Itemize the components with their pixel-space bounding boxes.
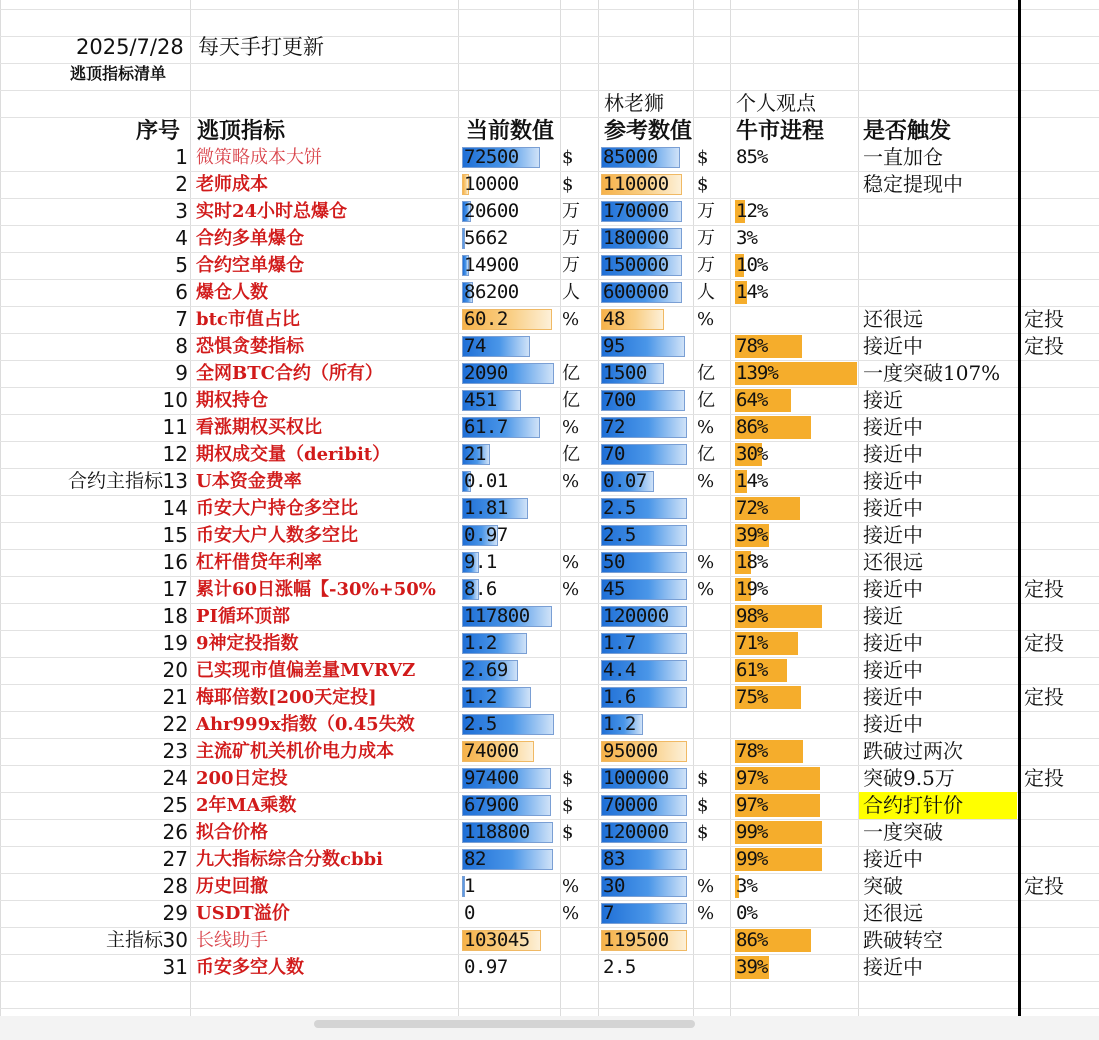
- table-row: [0, 171, 1099, 198]
- current-value[interactable]: 0.01: [464, 470, 508, 492]
- view-group-header[interactable]: 个人观点: [736, 91, 816, 115]
- current-value[interactable]: 1.81: [464, 497, 508, 519]
- reference-unit: %: [697, 903, 715, 924]
- trigger-status[interactable]: 突破: [863, 874, 903, 898]
- progress-value[interactable]: 14%: [736, 470, 768, 492]
- sheet-title[interactable]: 逃顶指标清单: [70, 64, 167, 83]
- reference-value[interactable]: 700: [603, 389, 636, 411]
- current-value[interactable]: 72500: [464, 146, 519, 168]
- indicator-name[interactable]: 拟合价格: [196, 822, 268, 843]
- reference-value[interactable]: 170000: [603, 200, 669, 222]
- current-value[interactable]: 97400: [464, 767, 519, 789]
- dca-note[interactable]: 定投: [1024, 334, 1064, 358]
- seq-cell[interactable]: 20: [162, 658, 188, 682]
- trigger-status[interactable]: 还很远: [863, 901, 923, 925]
- progress-value[interactable]: 30%: [736, 443, 768, 465]
- trigger-status[interactable]: 一直加仓: [863, 145, 943, 169]
- current-value[interactable]: 0.97: [464, 956, 508, 978]
- reference-unit: 亿: [697, 444, 715, 465]
- ref-group-header[interactable]: 林老狮: [604, 91, 664, 115]
- seq-cell[interactable]: 9: [175, 361, 188, 385]
- dca-note[interactable]: 定投: [1024, 766, 1064, 790]
- col-header-current[interactable]: 当前数值: [466, 118, 555, 144]
- trigger-status[interactable]: 接近: [863, 604, 903, 628]
- reference-unit: %: [697, 579, 715, 600]
- reference-unit: $: [697, 822, 709, 843]
- reference-unit: 万: [697, 255, 715, 276]
- trigger-status[interactable]: 接近中: [863, 469, 923, 493]
- trigger-status[interactable]: 接近中: [863, 631, 923, 655]
- reference-unit: 人: [697, 282, 715, 303]
- indicator-name[interactable]: PI循环顶部: [196, 606, 290, 627]
- reference-value[interactable]: 48: [603, 308, 625, 330]
- reference-value[interactable]: 110000: [603, 173, 669, 195]
- reference-value[interactable]: 2.5: [603, 497, 636, 519]
- seq-cell[interactable]: 2: [175, 172, 188, 196]
- seq-cell[interactable]: 27: [162, 847, 188, 871]
- indicator-name[interactable]: 微策略成本大饼: [196, 147, 322, 168]
- trigger-status[interactable]: 接近: [863, 388, 903, 412]
- trigger-status[interactable]: 接近中: [863, 523, 923, 547]
- indicator-name[interactable]: 全网BTC合约（所有）: [196, 363, 383, 384]
- seq-cell[interactable]: 7: [175, 307, 188, 331]
- trigger-status[interactable]: 突破9.5万: [863, 766, 955, 790]
- progress-value[interactable]: 64%: [736, 389, 768, 411]
- seq-cell[interactable]: 31: [162, 955, 188, 979]
- trigger-status[interactable]: 一度突破: [863, 820, 943, 844]
- progress-value[interactable]: 71%: [736, 632, 768, 654]
- table-row: [0, 414, 1099, 441]
- progress-value[interactable]: 72%: [736, 497, 768, 519]
- trigger-status[interactable]: 跌破转空: [863, 928, 943, 952]
- table-row: [0, 522, 1099, 549]
- indicator-name[interactable]: 2年MA乘数: [196, 795, 297, 816]
- update-note-cell[interactable]: 每天手打更新: [198, 35, 324, 59]
- indicator-name[interactable]: 已实现市值偏差量MVRVZ: [196, 660, 416, 681]
- indicator-name[interactable]: 长线助手: [196, 930, 268, 951]
- seq-cell[interactable]: 5: [175, 253, 188, 277]
- reference-value[interactable]: 119500: [603, 929, 669, 951]
- col-header-progress[interactable]: 牛市进程: [736, 118, 825, 144]
- current-unit: %: [562, 552, 580, 573]
- current-value[interactable]: 8.6: [464, 578, 497, 600]
- reference-unit: $: [697, 768, 709, 789]
- seq-cell[interactable]: 11: [162, 415, 188, 439]
- reference-unit: %: [697, 309, 715, 330]
- current-value[interactable]: 103045: [464, 929, 530, 951]
- progress-value[interactable]: 85%: [736, 146, 768, 168]
- trigger-status[interactable]: 一度突破107%: [863, 361, 1001, 385]
- trigger-status[interactable]: 接近中: [863, 847, 923, 871]
- seq-cell[interactable]: 21: [162, 685, 188, 709]
- table-row: [0, 765, 1099, 792]
- trigger-status[interactable]: 接近中: [863, 496, 923, 520]
- trigger-status[interactable]: 接近中: [863, 955, 923, 979]
- current-value[interactable]: 21: [464, 443, 486, 465]
- table-row: [0, 900, 1099, 927]
- reference-unit: 万: [697, 228, 715, 249]
- current-value[interactable]: 82: [464, 848, 486, 870]
- reference-value[interactable]: 70: [603, 443, 625, 465]
- reference-value[interactable]: 85000: [603, 146, 658, 168]
- progress-value[interactable]: 78%: [736, 740, 768, 762]
- progress-value[interactable]: 97%: [736, 794, 768, 816]
- seq-cell[interactable]: 30: [162, 928, 188, 952]
- progress-value[interactable]: 39%: [736, 524, 768, 546]
- reference-unit: %: [697, 876, 715, 897]
- table-row: [0, 792, 1099, 819]
- progress-value[interactable]: 3%: [736, 227, 757, 249]
- current-unit: %: [562, 579, 580, 600]
- current-unit: $: [562, 768, 574, 789]
- current-unit: 亿: [562, 363, 580, 384]
- indicator-name[interactable]: 看涨期权买权比: [196, 417, 322, 438]
- reference-unit: %: [697, 471, 715, 492]
- indicator-name[interactable]: 200日定投: [196, 768, 288, 789]
- table-row: [0, 657, 1099, 684]
- reference-value[interactable]: 30: [603, 875, 625, 897]
- trigger-status[interactable]: 还很远: [863, 550, 923, 574]
- dca-note[interactable]: 定投: [1024, 577, 1064, 601]
- progress-value[interactable]: 18%: [736, 551, 768, 573]
- trigger-status[interactable]: 稳定提现中: [863, 172, 963, 196]
- current-unit: %: [562, 471, 580, 492]
- progress-value[interactable]: 99%: [736, 848, 768, 870]
- progress-value[interactable]: 39%: [736, 956, 768, 978]
- progress-value[interactable]: 12%: [736, 200, 768, 222]
- reference-unit: 亿: [697, 390, 715, 411]
- progress-value[interactable]: 139%: [736, 362, 778, 384]
- reference-value[interactable]: 100000: [603, 767, 669, 789]
- grid-line-horizontal: [0, 90, 1099, 91]
- reference-value[interactable]: 600000: [603, 281, 669, 303]
- progress-value[interactable]: 3%: [736, 875, 757, 897]
- indicator-name[interactable]: USDT溢价: [196, 903, 290, 924]
- indicator-name[interactable]: 币安大户人数多空比: [196, 525, 358, 546]
- trigger-status[interactable]: 接近中: [863, 334, 923, 358]
- seq-cell[interactable]: 16: [162, 550, 188, 574]
- col-header-triggered[interactable]: 是否触发: [863, 118, 952, 144]
- reference-value[interactable]: 2.5: [603, 956, 636, 978]
- reference-value[interactable]: 72: [603, 416, 625, 438]
- current-value[interactable]: 0.97: [464, 524, 508, 546]
- reference-unit: 亿: [697, 363, 715, 384]
- current-unit: $: [562, 822, 574, 843]
- reference-value[interactable]: 95000: [603, 740, 658, 762]
- indicator-name[interactable]: 币安多空人数: [196, 957, 304, 978]
- reference-value[interactable]: 2.5: [603, 524, 636, 546]
- current-value[interactable]: 2.69: [464, 659, 508, 681]
- seq-cell[interactable]: 28: [162, 874, 188, 898]
- reference-value[interactable]: 7: [603, 902, 614, 924]
- trigger-status[interactable]: 接近中: [863, 415, 923, 439]
- current-value[interactable]: 60.2: [464, 308, 508, 330]
- table-row: [0, 441, 1099, 468]
- current-unit: $: [562, 147, 574, 168]
- current-value[interactable]: 61.7: [464, 416, 508, 438]
- seq-cell[interactable]: 17: [162, 577, 188, 601]
- reference-unit: $: [697, 795, 709, 816]
- reference-value[interactable]: 0.07: [603, 470, 647, 492]
- table-row: [0, 144, 1099, 171]
- reference-value[interactable]: 95: [603, 335, 625, 357]
- current-value[interactable]: 451: [464, 389, 497, 411]
- current-unit: 亿: [562, 444, 580, 465]
- indicator-name[interactable]: 老师成本: [196, 174, 268, 195]
- table-row: [0, 252, 1099, 279]
- trigger-status[interactable]: 还很远: [863, 307, 923, 331]
- table-row: [0, 387, 1099, 414]
- current-value[interactable]: 1.2: [464, 632, 497, 654]
- grid-line-horizontal: [0, 981, 1099, 982]
- current-unit: 万: [562, 255, 580, 276]
- current-unit: 万: [562, 201, 580, 222]
- seq-cell[interactable]: 12: [162, 442, 188, 466]
- current-unit: 亿: [562, 390, 580, 411]
- current-value[interactable]: 14900: [464, 254, 519, 276]
- reference-value[interactable]: 1500: [603, 362, 647, 384]
- current-unit: %: [562, 309, 580, 330]
- reference-value[interactable]: 1.6: [603, 686, 636, 708]
- trigger-status[interactable]: 接近中: [863, 577, 923, 601]
- current-value[interactable]: 67900: [464, 794, 519, 816]
- seq-cell[interactable]: 1: [175, 145, 188, 169]
- indicator-name[interactable]: 九大指标综合分数cbbi: [196, 849, 383, 870]
- seq-cell[interactable]: 24: [162, 766, 188, 790]
- table-row: [0, 873, 1099, 900]
- seq-cell[interactable]: 22: [162, 712, 188, 736]
- indicator-name[interactable]: U本资金费率: [196, 471, 302, 492]
- indicator-name[interactable]: 实时24小时总爆仓: [196, 201, 348, 222]
- indicator-name[interactable]: 主流矿机关机价电力成本: [196, 741, 394, 762]
- seq-cell[interactable]: 29: [162, 901, 188, 925]
- reference-value[interactable]: 45: [603, 578, 625, 600]
- indicator-name[interactable]: 期权持仓: [196, 390, 268, 411]
- dca-note[interactable]: 定投: [1024, 307, 1064, 331]
- seq-cell[interactable]: 23: [162, 739, 188, 763]
- current-unit: $: [562, 795, 574, 816]
- indicator-name[interactable]: 爆仓人数: [196, 282, 268, 303]
- seq-cell[interactable]: 26: [162, 820, 188, 844]
- table-row: [0, 603, 1099, 630]
- reference-value[interactable]: 1.2: [603, 713, 636, 735]
- seq-cell[interactable]: 19: [162, 631, 188, 655]
- trigger-status[interactable]: 接近中: [863, 712, 923, 736]
- progress-value[interactable]: 78%: [736, 335, 768, 357]
- table-row: [0, 846, 1099, 873]
- progress-value[interactable]: 86%: [736, 416, 768, 438]
- progress-value[interactable]: 86%: [736, 929, 768, 951]
- reference-value[interactable]: 120000: [603, 605, 669, 627]
- current-unit: 万: [562, 228, 580, 249]
- table-row: [0, 711, 1099, 738]
- current-value[interactable]: 1.2: [464, 686, 497, 708]
- reference-value[interactable]: 50: [603, 551, 625, 573]
- progress-value[interactable]: 10%: [736, 254, 768, 276]
- trigger-status[interactable]: 跌破过两次: [863, 739, 963, 763]
- seq-cell[interactable]: 15: [162, 523, 188, 547]
- progress-value[interactable]: 19%: [736, 578, 768, 600]
- reference-unit: 万: [697, 201, 715, 222]
- side-label[interactable]: 主指标: [105, 929, 163, 951]
- indicator-name[interactable]: 合约多单爆仓: [196, 228, 304, 249]
- indicator-name[interactable]: 恐惧贪婪指标: [196, 336, 304, 357]
- table-row: [0, 198, 1099, 225]
- indicator-name[interactable]: 杠杆借贷年利率: [196, 552, 322, 573]
- indicator-name[interactable]: 9神定投指数: [196, 633, 299, 654]
- table-row: [0, 630, 1099, 657]
- reference-value[interactable]: 4.4: [603, 659, 636, 681]
- indicator-name[interactable]: 梅耶倍数[200天定投]: [196, 687, 377, 708]
- current-value[interactable]: 20600: [464, 200, 519, 222]
- current-unit: %: [562, 876, 580, 897]
- current-value[interactable]: 10000: [464, 173, 519, 195]
- reference-value[interactable]: 180000: [603, 227, 669, 249]
- col-header-reference[interactable]: 参考数值: [604, 118, 693, 144]
- table-row: [0, 684, 1099, 711]
- seq-cell[interactable]: 4: [175, 226, 188, 250]
- current-value[interactable]: 1: [464, 875, 475, 897]
- table-row: [0, 549, 1099, 576]
- progress-value[interactable]: 75%: [736, 686, 768, 708]
- indicator-name[interactable]: 币安大户持仓多空比: [196, 498, 358, 519]
- reference-unit: $: [697, 174, 709, 195]
- reference-value[interactable]: 150000: [603, 254, 669, 276]
- current-value[interactable]: 74000: [464, 740, 519, 762]
- progress-value[interactable]: 97%: [736, 767, 768, 789]
- date-cell[interactable]: 2025/7/28: [76, 35, 184, 59]
- table-row: [0, 225, 1099, 252]
- progress-value[interactable]: 14%: [736, 281, 768, 303]
- current-value[interactable]: 117800: [464, 605, 530, 627]
- seq-cell[interactable]: 13: [162, 469, 188, 493]
- reference-unit: %: [697, 417, 715, 438]
- current-value[interactable]: 74: [464, 335, 486, 357]
- progress-value[interactable]: 99%: [736, 821, 768, 843]
- col-header-seq[interactable]: 序号: [136, 118, 181, 144]
- trigger-status[interactable]: 接近中: [863, 442, 923, 466]
- progress-value[interactable]: 61%: [736, 659, 768, 681]
- table-row: [0, 306, 1099, 333]
- dca-note[interactable]: 定投: [1024, 631, 1064, 655]
- trigger-status[interactable]: 合约打针价: [863, 793, 963, 817]
- table-row: [0, 468, 1099, 495]
- table-row: [0, 333, 1099, 360]
- indicator-name[interactable]: 期权成交量（deribit）: [196, 444, 391, 465]
- seq-cell[interactable]: 8: [175, 334, 188, 358]
- table-row: [0, 495, 1099, 522]
- table-row: [0, 279, 1099, 306]
- table-row: [0, 360, 1099, 387]
- indicator-name[interactable]: 累计60日涨幅【-30%+50%: [196, 579, 436, 600]
- indicator-name[interactable]: 合约空单爆仓: [196, 255, 304, 276]
- current-value[interactable]: 5662: [464, 227, 508, 249]
- current-unit: 人: [562, 282, 580, 303]
- current-unit: %: [562, 417, 580, 438]
- reference-value[interactable]: 1.7: [603, 632, 636, 654]
- current-value[interactable]: 2.5: [464, 713, 497, 735]
- table-row: [0, 927, 1099, 954]
- seq-cell[interactable]: 18: [162, 604, 188, 628]
- reference-value[interactable]: 83: [603, 848, 625, 870]
- current-value[interactable]: 86200: [464, 281, 519, 303]
- current-value[interactable]: 0: [464, 902, 475, 924]
- dca-note[interactable]: 定投: [1024, 874, 1064, 898]
- trigger-status[interactable]: 接近中: [863, 658, 923, 682]
- dca-note[interactable]: 定投: [1024, 685, 1064, 709]
- current-value[interactable]: 2090: [464, 362, 508, 384]
- table-row: [0, 738, 1099, 765]
- current-unit: $: [562, 174, 574, 195]
- indicator-name[interactable]: 历史回撤: [196, 876, 268, 897]
- current-value[interactable]: 9.1: [464, 551, 497, 573]
- seq-cell[interactable]: 6: [175, 280, 188, 304]
- indicator-name[interactable]: Ahr999x指数（0.45失效: [196, 714, 415, 735]
- seq-cell[interactable]: 14: [162, 496, 188, 520]
- current-value[interactable]: 118800: [464, 821, 530, 843]
- table-row: [0, 576, 1099, 603]
- horizontal-scrollbar[interactable]: [314, 1020, 695, 1028]
- table-row: [0, 819, 1099, 846]
- seq-cell[interactable]: 3: [175, 199, 188, 223]
- side-label[interactable]: 合约主指标: [67, 470, 163, 492]
- reference-value[interactable]: 120000: [603, 821, 669, 843]
- grid-line-horizontal: [0, 9, 1099, 10]
- reference-value[interactable]: 70000: [603, 794, 658, 816]
- indicator-name[interactable]: btc市值占比: [196, 309, 300, 330]
- table-row: [0, 954, 1099, 981]
- reference-unit: $: [697, 147, 709, 168]
- col-header-indicator[interactable]: 逃顶指标: [197, 118, 286, 144]
- reference-unit: %: [697, 552, 715, 573]
- progress-value[interactable]: 0%: [736, 902, 757, 924]
- seq-cell[interactable]: 25: [162, 793, 188, 817]
- grid-line-horizontal: [0, 1008, 1099, 1009]
- current-unit: %: [562, 903, 580, 924]
- progress-value[interactable]: 98%: [736, 605, 768, 627]
- seq-cell[interactable]: 10: [162, 388, 188, 412]
- trigger-status[interactable]: 接近中: [863, 685, 923, 709]
